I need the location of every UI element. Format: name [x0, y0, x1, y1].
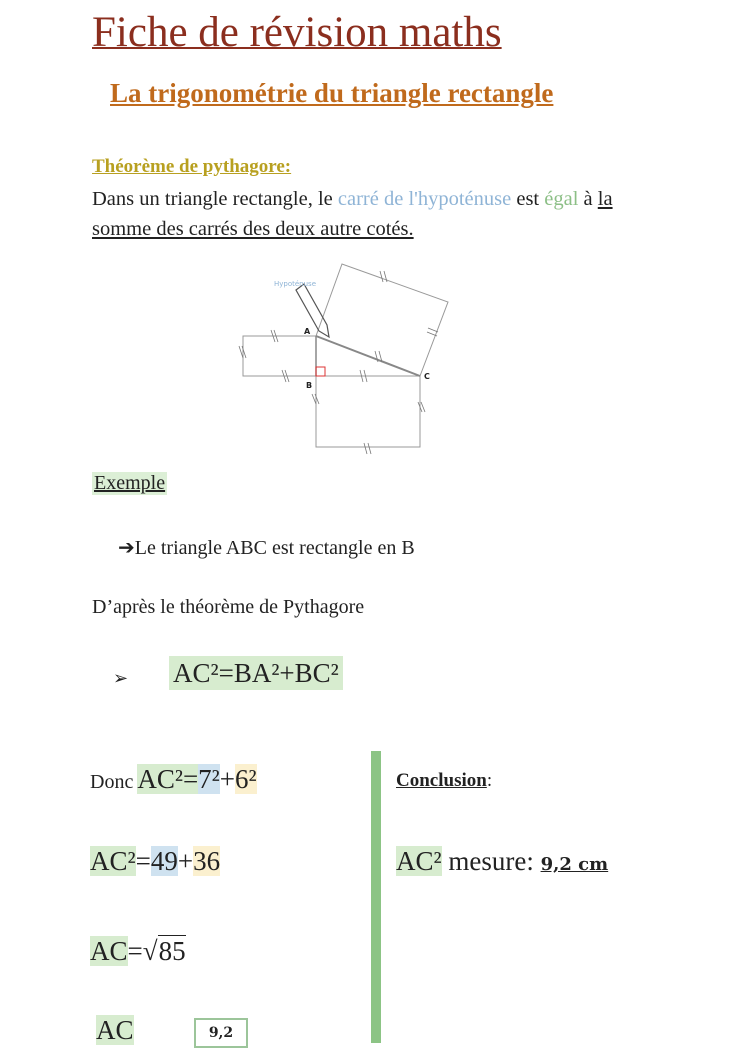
calc-step-sqrt	[90, 936, 186, 967]
conclusion-heading	[396, 770, 492, 792]
square-bc	[316, 376, 420, 447]
theorem-highlight-equal: égal	[544, 188, 579, 210]
calc-step-numbers	[90, 846, 220, 877]
square-ab	[243, 336, 316, 376]
theorem-statement	[92, 184, 672, 244]
theorem-text-a: à	[578, 188, 598, 210]
theorem-underlined: la somme des carrés des deux autre cotés.	[92, 188, 613, 240]
conclusion-title: Conclusion	[396, 770, 487, 791]
pythagoras-formula: AC²=BA²+BC²	[169, 656, 343, 690]
hypotenuse-label: Hypoténuse	[274, 280, 317, 288]
example-statement	[118, 535, 415, 560]
hypotenuse-line	[316, 336, 420, 376]
conclusion-measure-value: 9,2 cm	[540, 854, 609, 875]
pythagoras-figure	[230, 262, 460, 462]
vertex-c-label: C	[424, 372, 430, 381]
vertex-a-label: A	[304, 327, 311, 336]
calc-step-result	[96, 1015, 134, 1046]
arrow-right-icon: ➔	[118, 537, 135, 559]
page-subtitle: La trigonométrie du triangle rectangle	[110, 78, 554, 108]
tick-marks	[239, 271, 438, 454]
vertical-divider	[371, 751, 381, 1043]
step3-ac: AC	[96, 1015, 134, 1045]
step1-49: 49	[150, 846, 178, 876]
example-statement-text: Le triangle ABC est rectangle en B	[134, 537, 415, 559]
arrow-icon	[296, 284, 329, 337]
theorem-text-mid: est	[511, 188, 545, 210]
conclusion-value	[396, 846, 608, 877]
step1-ac2: AC²	[90, 846, 136, 876]
vertex-b-label: B	[306, 381, 313, 390]
page-title: Fiche de révision maths	[92, 9, 502, 56]
calc-ac2: AC²	[137, 764, 183, 794]
calc-eq: =	[182, 764, 199, 794]
step1-36: 36	[193, 846, 221, 876]
right-angle-mark	[316, 367, 325, 376]
square-ac	[316, 264, 448, 376]
sqrt-icon: √	[142, 936, 158, 966]
theorem-highlight-hypotenuse: carré de l'hypoténuse	[337, 188, 512, 210]
step2-eq: =	[127, 936, 143, 966]
donc-word: Donc	[90, 771, 134, 793]
conclusion-mesure: mesure:	[441, 846, 541, 876]
bullet-arrow-icon: ➢	[113, 667, 129, 688]
formula-row	[113, 658, 343, 689]
step1-eq: =	[135, 846, 151, 876]
step2-ac: AC	[90, 936, 128, 966]
conclusion-colon: :	[486, 770, 493, 791]
conclusion-ac2: AC²	[396, 846, 442, 876]
step2-85: 85	[158, 936, 186, 966]
example-theorem-ref: D’après le théorème de Pythagore	[92, 596, 365, 618]
calc-seven-squared: 7²	[198, 764, 220, 794]
example-label: Exemple	[94, 472, 166, 494]
calc-substitution	[90, 764, 257, 795]
theorem-text-start: Dans un triangle rectangle, le	[92, 188, 338, 210]
theorem-heading: Théorème de pythagore:	[92, 156, 292, 177]
step1-plus: +	[177, 846, 194, 876]
result-box: 9,2	[194, 1018, 248, 1048]
calc-plus: +	[219, 764, 236, 794]
calc-six-squared: 6²	[235, 764, 257, 794]
